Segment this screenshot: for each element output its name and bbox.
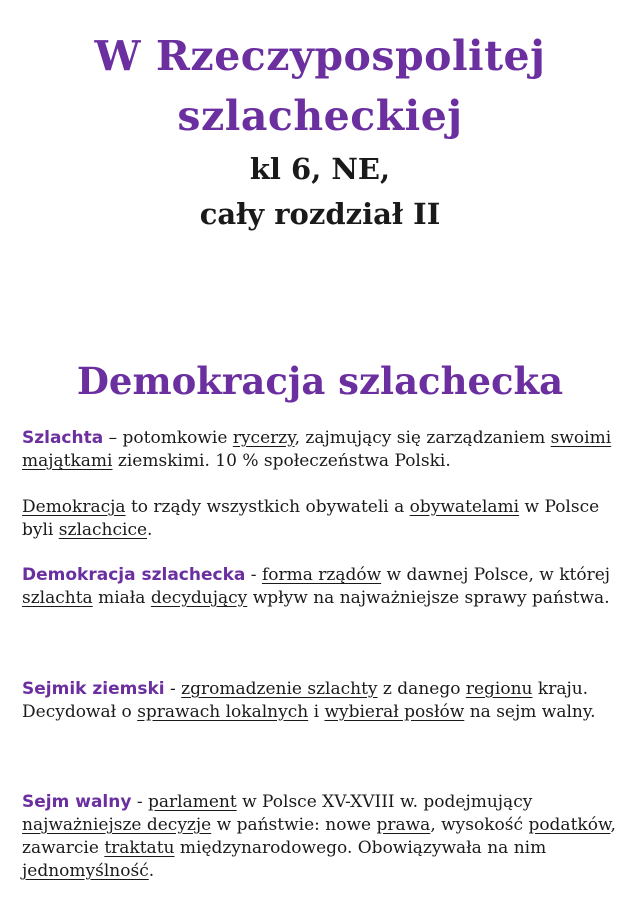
text-fragment: , zawarcie bbox=[22, 815, 616, 858]
term-label: Sejm walny bbox=[22, 792, 132, 812]
text-fragment: w państwie: nowe bbox=[211, 815, 377, 835]
underlined-term: traktatu bbox=[104, 838, 175, 858]
underlined-term: obywatelami bbox=[409, 497, 520, 517]
text-fragment: . bbox=[148, 861, 155, 881]
underlined-term: Demokracja bbox=[22, 497, 126, 517]
text-fragment: kraju. Decydował o bbox=[22, 679, 589, 722]
term-label: Sejmik ziemski bbox=[22, 679, 165, 699]
text-fragment: miała bbox=[92, 588, 151, 608]
definition-sejm-walny bbox=[22, 791, 622, 883]
underlined-term: podatków bbox=[528, 815, 611, 835]
text-fragment: . bbox=[147, 520, 153, 540]
underlined-term: sprawach lokalnych bbox=[137, 702, 309, 722]
text-fragment: z danego bbox=[377, 679, 466, 699]
title-line-2: szlacheckiej bbox=[177, 92, 463, 140]
text-fragment: w dawnej Polsce, w której bbox=[381, 565, 611, 585]
definition-szlachta bbox=[22, 427, 622, 473]
underlined-term: jednomyślność bbox=[22, 861, 149, 881]
text-fragment: międzynarodowego. Obowiązywała na nim bbox=[174, 838, 547, 858]
definition-sejmik-ziemski bbox=[22, 678, 622, 724]
underlined-term: prawa bbox=[376, 815, 431, 835]
underlined-term: wybierał posłów bbox=[324, 702, 465, 722]
underlined-term: parlament bbox=[147, 792, 237, 812]
underlined-term: szlachcice bbox=[58, 520, 148, 540]
term-label: Demokracja szlachecka bbox=[22, 565, 246, 585]
underlined-term: swoimi majątkami bbox=[22, 428, 612, 471]
underlined-term: najważniejsze decyzje bbox=[22, 815, 212, 835]
definition-demokracja-szlachecka bbox=[22, 564, 622, 610]
text-fragment: to rządy wszystkich obywateli a bbox=[125, 497, 410, 517]
text-fragment: wpływ na najważniejsze sprawy państwa. bbox=[247, 588, 610, 608]
title-line-1: W Rzeczypospolitej bbox=[94, 32, 546, 80]
text-fragment: na sejm walny. bbox=[464, 702, 596, 722]
underlined-term: rycerzy bbox=[232, 428, 295, 448]
text-fragment: - bbox=[245, 565, 262, 585]
underlined-term: forma rządów bbox=[261, 565, 382, 585]
text-fragment: , zajmujący się zarządzaniem bbox=[294, 428, 551, 448]
definition-demokracja bbox=[22, 496, 622, 542]
text-fragment: – potomkowie bbox=[103, 428, 233, 448]
section-heading: Demokracja szlachecka bbox=[76, 359, 564, 403]
underlined-term: zgromadzenie szlachty bbox=[181, 679, 378, 699]
text-fragment: w Polsce XV-XVIII w. podejmujący bbox=[236, 792, 533, 812]
subtitle-line-2: cały rozdział II bbox=[199, 197, 441, 231]
underlined-term: regionu bbox=[465, 679, 533, 699]
underlined-term: decydujący bbox=[150, 588, 248, 608]
text-fragment: ziemskimi. 10 % społeczeństwa Polski. bbox=[112, 451, 451, 471]
text-fragment: w Polsce byli bbox=[22, 497, 600, 540]
text-fragment: - bbox=[164, 679, 182, 699]
text-fragment: , wysokość bbox=[430, 815, 529, 835]
subtitle-line-1: kl 6, NE, bbox=[249, 152, 391, 186]
underlined-term: szlachta bbox=[22, 588, 93, 608]
text-fragment: - bbox=[131, 792, 148, 812]
term-label: Szlachta bbox=[22, 428, 104, 448]
text-fragment: i bbox=[308, 702, 325, 722]
